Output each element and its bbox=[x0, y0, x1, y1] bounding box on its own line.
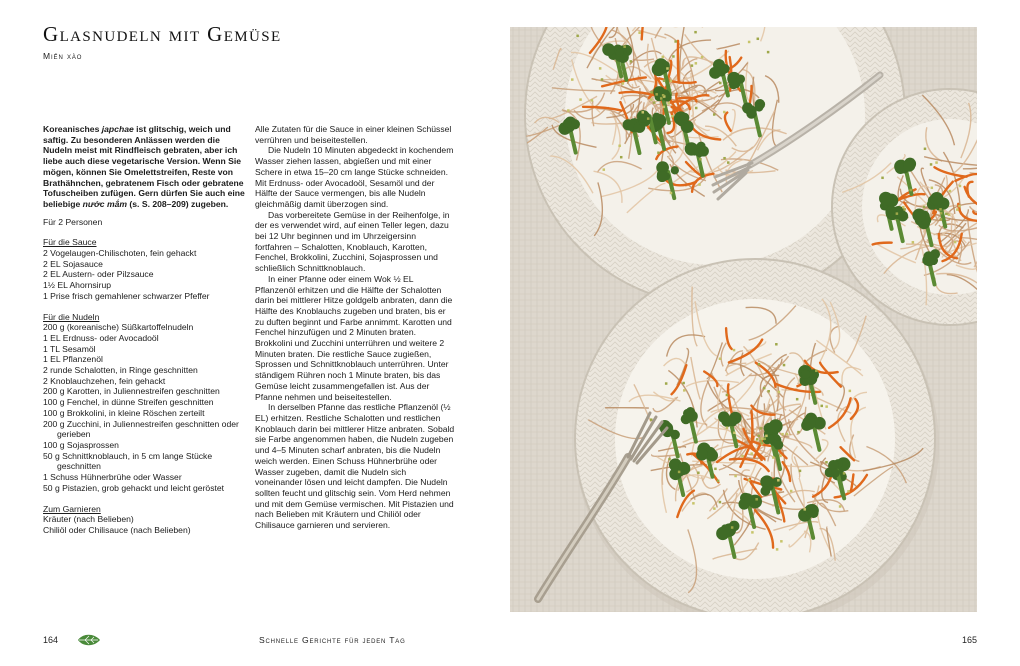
ingredient-item: 50 g Schnittknoblauch, in 5 cm lange Stücke geschnitten bbox=[43, 450, 213, 472]
pistachio-crumb bbox=[765, 435, 768, 438]
pistachio-crumb bbox=[777, 479, 780, 482]
running-title: Schnelle Gerichte für jeden Tag bbox=[259, 635, 406, 645]
pistachio-crumb bbox=[579, 98, 582, 101]
page-number-left: 164 bbox=[43, 635, 59, 645]
pistachio-crumb bbox=[948, 214, 951, 217]
pistachio-crumb bbox=[657, 151, 660, 154]
method-step: In derselben Pfanne das restliche Pflanzenöl (½ EL) erhitzen. Restliche Schalotten und restlichen Knoblauch darin bei mittlerer Hitze anbraten. Sobald sie Farbe angenommen haben, die Nudeln zugeben und 4–5 Minuten scharf anbraten, bis die Nudeln weich werden. Einen Schuss Hühnerbrühe oder Wasser zugeben, damit die Nudeln sich voneinander lösen und leicht dampfen. Die Nudeln sollten feucht und glitschig sein. Vom Herd nehmen und mit dem Gemüse vermischen. Mit Pistazien und nach Belieben mit Kräutern und Chiliöl oder Chilisauce garnieren und servieren. bbox=[255, 402, 455, 531]
ingredient-item: Kräuter (nach Belieben) bbox=[43, 514, 134, 525]
pistachio-crumb bbox=[945, 213, 948, 216]
ingredient-groups bbox=[43, 237, 247, 535]
pistachio-crumb bbox=[666, 67, 669, 70]
ingredient-item: 2 runde Schalotten, in Ringe geschnitten bbox=[43, 365, 198, 376]
ingredient-list bbox=[43, 248, 247, 302]
ingredient-item: 1 EL Erdnuss- oder Avocadoöl bbox=[43, 332, 159, 343]
pistachio-crumb bbox=[815, 370, 818, 373]
ingredient-item: 200 g (koreanische) Süßkartoffelnudeln bbox=[43, 322, 194, 333]
pistachio-crumb bbox=[896, 212, 899, 215]
intro-text-run: ist glitschig, weich und saftig. Zu besonderen Anlässen werden die Nudeln meist mit Rindfleisch gebraten, aber ich liebe auch diese vegetarische Version. Wenn Sie mögen, können Sie Omelettstreifen, Reste von Brathähnchen, gebratenem Fisch oder gebratene Tofuscheiben zufügen. Gern dürfen Sie auch eine beliebige bbox=[43, 124, 245, 209]
pistachio-crumb bbox=[662, 94, 665, 97]
ingredient-item: 2 EL Austern- oder Pilzsauce bbox=[43, 269, 154, 280]
pistachio-crumb bbox=[903, 208, 906, 211]
pistachio-crumb bbox=[748, 479, 751, 482]
ingredient-group bbox=[43, 312, 247, 494]
pistachio-crumb bbox=[786, 433, 789, 436]
pistachio-crumb bbox=[695, 107, 698, 110]
pistachio-crumb bbox=[571, 78, 574, 81]
leaf-icon bbox=[77, 633, 101, 647]
pistachio-crumb bbox=[781, 433, 784, 436]
pistachio-crumb bbox=[733, 349, 736, 352]
ingredient-item: 1 TL Sesamöl bbox=[43, 343, 96, 354]
pistachio-crumb bbox=[820, 405, 823, 408]
pistachio-crumb bbox=[653, 101, 656, 104]
carrot-shred bbox=[678, 41, 679, 83]
pistachio-crumb bbox=[671, 115, 674, 118]
pistachio-crumb bbox=[930, 163, 933, 166]
pistachio-crumb bbox=[650, 91, 653, 94]
pistachio-crumb bbox=[723, 157, 726, 160]
pistachio-crumb bbox=[902, 206, 905, 209]
pistachio-crumb bbox=[748, 41, 751, 44]
pistachio-crumb bbox=[779, 455, 782, 458]
pistachio-crumb bbox=[958, 205, 961, 208]
intro-italic-term: japchae bbox=[101, 124, 134, 134]
ingredient-group-heading: Für die Sauce bbox=[43, 237, 97, 248]
ingredient-item: 1 Schuss Hühnerbrühe oder Wasser bbox=[43, 472, 182, 483]
ingredient-list bbox=[43, 514, 247, 535]
pistachio-crumb bbox=[804, 508, 807, 511]
ingredient-item: 1 Prise frisch gemahlener schwarzer Pfeffer bbox=[43, 290, 210, 301]
pistachio-crumb bbox=[719, 357, 722, 360]
method-step: In einer Pfanne oder einem Wok ½ EL Pflanzenöl erhitzen und die Hälfte der Schalotten darin bei mittlerer Hitze goldgelb anbraten, dann die Hälfte des Knoblauchs zugeben und braten, bis er zu duften beginnt und Farbe annimmt. Karotten und Fenchel hinzufügen und 2 Minuten braten. Brokkolini und Zucchini unterrühren und weitere 2 Minuten braten. Die restliche Sauce zugießen, Sprossen und Schnittknoblauch unterrühren. Unter ständigem Rühren noch 1 Minute braten, bis das Gemüse leicht zusammengefallen ist. Aus der Pfanne nehmen und beiseitestellen. bbox=[255, 273, 453, 402]
pistachio-crumb bbox=[719, 82, 722, 85]
pistachio-crumb bbox=[776, 548, 779, 551]
pistachio-crumb bbox=[714, 468, 717, 471]
pistachio-crumb bbox=[701, 56, 704, 59]
pistachio-crumb bbox=[663, 106, 666, 109]
pistachio-crumb bbox=[650, 98, 653, 101]
recipe-title: Glasnudeln mit Gemüse bbox=[43, 22, 282, 46]
ingredients-column bbox=[43, 124, 247, 546]
pistachio-crumb bbox=[601, 78, 604, 81]
recipe-intro bbox=[43, 124, 247, 210]
pistachio-crumb bbox=[699, 158, 702, 161]
pistachio-crumb bbox=[923, 206, 926, 209]
ingredient-group bbox=[43, 504, 247, 536]
intro-italic-term: nước mắm bbox=[82, 198, 128, 209]
pistachio-crumb bbox=[694, 31, 697, 34]
pistachio-crumb bbox=[839, 505, 842, 508]
ingredient-group-heading: Für die Nudeln bbox=[43, 311, 100, 322]
ingredient-item: 2 Vogelaugen-Chilischoten, fein gehackt bbox=[43, 248, 197, 259]
pistachio-crumb bbox=[695, 62, 698, 65]
pistachio-crumb bbox=[691, 64, 694, 67]
pistachio-crumb bbox=[912, 241, 915, 244]
pistachio-crumb bbox=[622, 82, 625, 85]
pistachio-crumb bbox=[924, 148, 927, 151]
pistachio-crumb bbox=[783, 364, 786, 367]
pistachio-crumb bbox=[697, 472, 700, 475]
pistachio-crumb bbox=[881, 177, 884, 180]
food-photo-illustration bbox=[510, 27, 977, 612]
pistachio-crumb bbox=[797, 431, 800, 434]
pistachio-crumb bbox=[567, 109, 570, 112]
pistachio-crumb bbox=[618, 145, 621, 148]
pistachio-crumb bbox=[663, 79, 666, 82]
pistachio-crumb bbox=[674, 40, 677, 43]
intro-text-run: Koreanisches bbox=[43, 124, 102, 134]
ingredient-item: 1 EL Pflanzenöl bbox=[43, 354, 103, 365]
pistachio-crumb bbox=[799, 470, 802, 473]
recipe-subtitle: Miến xào bbox=[43, 51, 83, 61]
pistachio-crumb bbox=[662, 56, 665, 59]
ingredient-item: 100 g Brokkolini, in kleine Röschen zerteilt bbox=[43, 407, 205, 418]
pistachio-crumb bbox=[727, 161, 730, 164]
ingredient-list bbox=[43, 322, 247, 493]
pistachio-crumb bbox=[713, 113, 716, 116]
food-photo bbox=[510, 27, 977, 612]
pistachio-crumb bbox=[668, 102, 671, 105]
pistachio-crumb bbox=[726, 394, 729, 397]
pistachio-crumb bbox=[939, 208, 942, 211]
pistachio-crumb bbox=[778, 391, 781, 394]
pistachio-crumb bbox=[758, 435, 761, 438]
pistachio-crumb bbox=[623, 45, 626, 48]
ingredient-item: 200 g Karotten, in Juliennestreifen geschnitten bbox=[43, 386, 220, 397]
pistachio-crumb bbox=[630, 60, 633, 63]
pistachio-crumb bbox=[849, 390, 852, 393]
pistachio-crumb bbox=[763, 437, 766, 440]
pistachio-crumb bbox=[940, 212, 943, 215]
pistachio-crumb bbox=[940, 218, 943, 221]
pistachio-crumb bbox=[733, 431, 736, 434]
method-step: Das vorbereitete Gemüse in der Reihenfolge, in der es verwendet wird, auf einen Teller legen, dazu bei 12 Uhr beginnen und im Uhrzeigersinn fortfahren – Schalotten, Knoblauch, Karotten, Fenchel, Brokkolini, Zucchini, Sojasprossen und schließlich Schnittknoblauch. bbox=[255, 209, 450, 274]
pistachio-crumb bbox=[723, 111, 726, 114]
pistachio-crumb bbox=[670, 192, 673, 195]
pistachio-crumb bbox=[772, 456, 775, 459]
pistachio-crumb bbox=[726, 427, 729, 430]
pistachio-crumb bbox=[775, 343, 778, 346]
ingredient-item: Chiliöl oder Chilisauce (nach Belieben) bbox=[43, 524, 191, 535]
pistachio-crumb bbox=[757, 38, 760, 41]
pistachio-crumb bbox=[825, 405, 828, 408]
pistachio-crumb bbox=[761, 442, 764, 445]
ingredient-item: 50 g Pistazien, grob gehackt und leicht geröstet bbox=[43, 482, 225, 493]
ingredient-group-heading: Zum Garnieren bbox=[43, 503, 101, 514]
pistachio-crumb bbox=[760, 437, 763, 440]
pistachio-crumb bbox=[931, 187, 934, 190]
pistachio-crumb bbox=[954, 241, 957, 244]
pistachio-crumb bbox=[647, 117, 650, 120]
pistachio-crumb bbox=[642, 111, 645, 114]
pistachio-crumb bbox=[825, 461, 828, 464]
pistachio-crumb bbox=[665, 382, 668, 385]
pistachio-crumb bbox=[678, 471, 681, 474]
method-step: Die Nudeln 10 Minuten abgedeckt in kochendem Wasser ziehen lassen, abgießen und mit einer Schere in etwa 15–20 cm lange Stücke schneiden. Mit Erdnuss- oder Avocadoöl, Sesamöl und der Hälfte der Sauce vermengen, bis alle Nudeln gleichmäßig damit überzogen sind. bbox=[255, 145, 454, 209]
method-step: Alle Zutaten für die Sauce in einer kleinen Schüssel verrühren und beiseitestellen. bbox=[255, 124, 452, 145]
pistachio-crumb bbox=[719, 501, 722, 504]
pistachio-crumb bbox=[660, 97, 663, 100]
intro-text-run: (s. S. 208–209) zugeben. bbox=[127, 198, 229, 209]
pistachio-crumb bbox=[683, 389, 686, 392]
pistachio-crumb bbox=[949, 190, 952, 193]
pistachio-crumb bbox=[576, 35, 579, 38]
pistachio-crumb bbox=[620, 156, 623, 159]
pistachio-crumb bbox=[731, 526, 734, 529]
pistachio-crumb bbox=[843, 472, 846, 475]
pistachio-crumb bbox=[717, 480, 720, 483]
method-column bbox=[255, 124, 455, 531]
pistachio-crumb bbox=[790, 490, 793, 493]
pistachio-crumb bbox=[650, 418, 653, 421]
pistachio-crumb bbox=[756, 438, 759, 441]
ingredient-group bbox=[43, 237, 247, 301]
pistachio-crumb bbox=[755, 498, 758, 501]
pistachio-crumb bbox=[591, 99, 594, 102]
ingredient-item: 100 g Sojasprossen bbox=[43, 439, 119, 450]
pistachio-crumb bbox=[780, 540, 783, 543]
ingredient-item: 2 Knoblauchzehen, fein gehackt bbox=[43, 375, 166, 386]
pistachio-crumb bbox=[670, 80, 673, 83]
pistachio-crumb bbox=[668, 458, 671, 461]
pistachio-crumb bbox=[672, 55, 675, 58]
pistachio-crumb bbox=[760, 427, 763, 430]
pistachio-crumb bbox=[935, 161, 938, 164]
pistachio-crumb bbox=[796, 398, 799, 401]
pistachio-crumb bbox=[682, 382, 685, 385]
right-page bbox=[510, 0, 1020, 666]
pistachio-crumb bbox=[959, 185, 962, 188]
ingredient-item: 2 EL Sojasauce bbox=[43, 258, 103, 269]
pistachio-crumb bbox=[750, 452, 753, 455]
pistachio-crumb bbox=[847, 490, 850, 493]
pistachio-crumb bbox=[909, 189, 912, 192]
ingredient-item: 100 g Fenchel, in dünne Streifen geschnitten bbox=[43, 397, 214, 408]
servings: Für 2 Personen bbox=[43, 216, 103, 227]
pistachio-crumb bbox=[758, 363, 761, 366]
pistachio-crumb bbox=[734, 475, 737, 478]
pistachio-crumb bbox=[655, 93, 658, 96]
pistachio-crumb bbox=[751, 531, 754, 534]
pistachio-crumb bbox=[599, 67, 602, 70]
pistachio-crumb bbox=[698, 183, 701, 186]
pistachio-crumb bbox=[767, 390, 770, 393]
page-number-right: 165 bbox=[961, 635, 977, 645]
pistachio-crumb bbox=[692, 502, 695, 505]
pistachio-crumb bbox=[638, 31, 641, 34]
pistachio-crumb bbox=[767, 51, 770, 54]
pistachio-crumb bbox=[763, 387, 766, 390]
ingredient-item: 200 g Zucchini, in Juliennestreifen geschnitten oder gerieben bbox=[43, 418, 239, 440]
pistachio-crumb bbox=[713, 507, 716, 510]
pistachio-crumb bbox=[956, 208, 959, 211]
pistachio-crumb bbox=[603, 168, 606, 171]
pistachio-crumb bbox=[741, 455, 744, 458]
ingredient-item: 1½ EL Ahornsirup bbox=[43, 280, 111, 291]
